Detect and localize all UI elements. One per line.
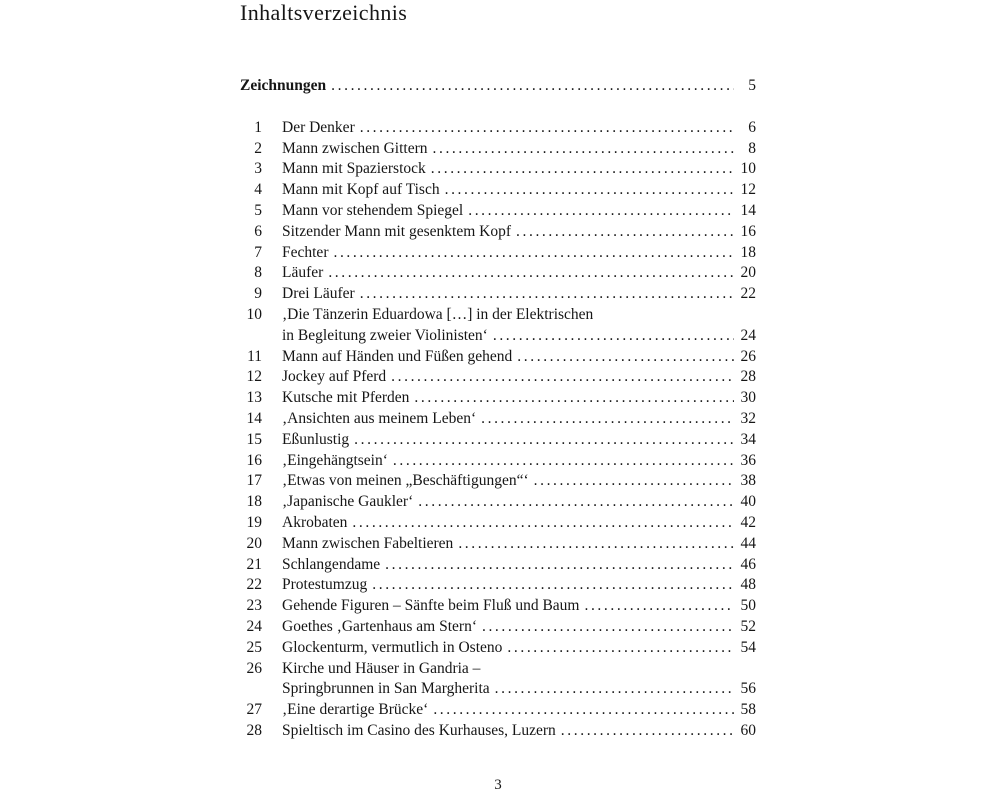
entry-body [282, 243, 756, 264]
entry-page: 36 [740, 451, 756, 469]
entry-number: 28 [246, 721, 262, 739]
dot-leader [495, 679, 734, 700]
entry-page: 22 [740, 285, 756, 303]
toc-entry [240, 555, 756, 576]
entry-title: Mann mit Spazierstock [282, 160, 426, 178]
toc-content [240, 0, 756, 742]
entry-title: ‚Eine derartige Brücke‘ [282, 701, 429, 719]
entry-page: 8 [748, 139, 756, 157]
entry-body [282, 513, 756, 534]
entry-number: 21 [246, 555, 262, 573]
dot-leader [414, 388, 734, 409]
toc-entry [240, 305, 756, 347]
toc-entry [240, 201, 756, 222]
toc-entry [240, 409, 756, 430]
entry-page: 6 [748, 118, 756, 136]
dot-leader [431, 159, 734, 180]
entry-body [282, 201, 756, 222]
entry-page: 42 [740, 513, 756, 531]
dot-leader [331, 76, 734, 97]
dot-leader [393, 451, 734, 472]
entry-title: Eßunlustig [282, 430, 350, 448]
section-label: Zeichnungen [240, 77, 327, 94]
toc-entry [240, 575, 756, 596]
entry-number: 10 [246, 305, 262, 323]
dot-leader [507, 638, 734, 659]
entry-body [282, 284, 756, 305]
entry-number: 24 [246, 617, 262, 635]
entry-body [282, 575, 756, 596]
entry-title: Protestumzug [282, 576, 368, 594]
entry-body [282, 409, 756, 430]
entry-page: 44 [740, 534, 756, 552]
dot-leader [391, 367, 734, 388]
toc-entry [240, 222, 756, 243]
entry-body [282, 263, 756, 284]
entry-title: Mann vor stehendem Spiegel [282, 201, 464, 219]
page-title: Inhaltsverzeichnis [240, 0, 408, 25]
dot-leader [534, 471, 734, 492]
toc-entry [240, 700, 756, 721]
entry-number: 6 [254, 222, 262, 240]
entry-title: Akrobaten [282, 513, 348, 531]
entry-body [282, 222, 756, 243]
entry-number: 13 [246, 389, 262, 407]
entry-body [282, 534, 756, 555]
entry-page: 50 [740, 597, 756, 615]
entry-title: Goethes ‚Gartenhaus am Stern‘ [282, 617, 477, 635]
entry-title: in Begleitung zweier Violinisten‘ [282, 326, 488, 344]
toc-entry [240, 263, 756, 284]
entry-number: 2 [254, 139, 262, 157]
toc-entry [240, 451, 756, 472]
entry-title: Springbrunnen in San Margherita [282, 680, 490, 698]
entry-page: 48 [740, 576, 756, 594]
page-number: 3 [494, 777, 502, 793]
entry-page: 54 [740, 638, 756, 656]
entry-page: 26 [740, 347, 756, 365]
toc-entry [240, 180, 756, 201]
entry-number: 14 [246, 409, 262, 427]
entry-page: 14 [740, 201, 756, 219]
entry-number: 8 [254, 264, 262, 282]
dot-leader [493, 326, 734, 347]
dot-leader [352, 513, 734, 534]
entry-body [282, 700, 756, 721]
dot-leader [328, 263, 734, 284]
dot-leader [385, 555, 734, 576]
entry-number: 18 [246, 493, 262, 511]
toc-entry [240, 617, 756, 638]
entry-title: Fechter [282, 243, 329, 261]
entry-number: 4 [254, 181, 262, 199]
dot-leader [433, 139, 735, 160]
toc-entry [240, 659, 756, 701]
entry-number: 5 [254, 201, 262, 219]
toc-entry [240, 139, 756, 160]
entry-title: ‚Ansichten aus meinem Leben‘ [282, 409, 477, 427]
entry-page: 40 [740, 493, 756, 511]
entry-body [282, 388, 756, 409]
entry-title: Sitzender Mann mit gesenktem Kopf [282, 222, 512, 240]
toc-entry [240, 430, 756, 451]
entry-title: Jockey auf Pferd [282, 368, 387, 386]
entry-page: 56 [740, 680, 756, 698]
entry-number: 23 [246, 597, 262, 615]
entry-title: ‚Die Tänzerin Eduardowa […] in der Elektrischen [282, 305, 594, 323]
entry-body [282, 347, 756, 368]
entry-body [282, 617, 756, 638]
entry-page: 46 [740, 555, 756, 573]
entry-title: Mann auf Händen und Füßen gehend [282, 347, 513, 365]
entry-number: 20 [246, 534, 262, 552]
entry-page: 28 [740, 368, 756, 386]
entry-page: 20 [740, 264, 756, 282]
entry-number: 15 [246, 430, 262, 448]
entry-number: 12 [246, 368, 262, 386]
entry-title: ‚Eingehängtsein‘ [282, 451, 388, 469]
entry-title: Gehende Figuren – Sänfte beim Fluß und Baum [282, 597, 580, 615]
entry-page: 32 [740, 409, 756, 427]
entry-page: 34 [740, 430, 756, 448]
entry-number: 7 [254, 243, 262, 261]
entry-title: Kutsche mit Pferden [282, 389, 410, 407]
entry-body [282, 367, 756, 388]
entry-number: 26 [246, 659, 262, 677]
entry-body [282, 471, 756, 492]
dot-leader [433, 700, 734, 721]
dot-leader [360, 284, 734, 305]
entry-number: 22 [246, 576, 262, 594]
entry-title: Spieltisch im Casino des Kurhauses, Luzern [282, 721, 556, 739]
toc-entry [240, 284, 756, 305]
dot-leader [458, 534, 734, 555]
toc-entry [240, 118, 756, 139]
dot-leader [372, 575, 734, 596]
entry-body [282, 430, 756, 451]
dot-leader [584, 596, 734, 617]
entry-number: 27 [246, 701, 262, 719]
toc-entry [240, 513, 756, 534]
dot-leader [561, 721, 734, 742]
entry-title: Mann zwischen Fabeltieren [282, 534, 454, 552]
entry-page: 52 [740, 617, 756, 635]
entry-number: 19 [246, 513, 262, 531]
entry-number: 11 [247, 347, 262, 365]
entry-body [282, 139, 756, 160]
dot-leader [445, 180, 734, 201]
entry-title: Glockenturm, vermutlich in Osteno [282, 638, 503, 656]
toc-entry [240, 367, 756, 388]
entry-body [282, 159, 756, 180]
entry-page: 58 [740, 701, 756, 719]
toc-section-row [240, 76, 756, 97]
toc-entry [240, 159, 756, 180]
section-page: 5 [748, 77, 756, 94]
entry-page: 30 [740, 389, 756, 407]
entry-title: Mann mit Kopf auf Tisch [282, 181, 440, 199]
entry-number: 16 [246, 451, 262, 469]
entry-body [282, 180, 756, 201]
entry-title: Kirche und Häuser in Gandria – [282, 659, 481, 677]
entry-number: 25 [246, 638, 262, 656]
entry-body [282, 638, 756, 659]
toc-entry [240, 347, 756, 368]
entry-page: 12 [740, 181, 756, 199]
entry-number: 9 [254, 285, 262, 303]
toc-entry [240, 492, 756, 513]
toc-entry [240, 243, 756, 264]
entry-page: 16 [740, 222, 756, 240]
entry-title: Mann zwischen Gittern [282, 139, 428, 157]
entry-body [282, 451, 756, 472]
entry-body [282, 118, 756, 139]
dot-leader [354, 430, 734, 451]
toc-entry [240, 721, 756, 742]
entry-body [282, 555, 756, 576]
toc-list [240, 118, 756, 742]
entry-title: ‚Etwas von meinen „Beschäftigungen“‘ [282, 472, 529, 490]
entry-page: 18 [740, 243, 756, 261]
dot-leader [482, 617, 734, 638]
entry-body [282, 492, 756, 513]
toc-entry [240, 534, 756, 555]
entry-number: 3 [254, 160, 262, 178]
entry-title: ‚Japanische Gaukler‘ [282, 493, 414, 511]
dot-leader [517, 347, 734, 368]
entry-body [282, 305, 756, 347]
entry-number: 1 [254, 118, 262, 136]
toc-entry [240, 388, 756, 409]
entry-body [282, 659, 756, 701]
entry-body [282, 596, 756, 617]
entry-page: 38 [740, 472, 756, 490]
toc-entry [240, 596, 756, 617]
dot-leader [481, 409, 734, 430]
entry-title: Drei Läufer [282, 285, 355, 303]
entry-page: 60 [740, 721, 756, 739]
entry-title: Schlangendame [282, 555, 381, 573]
entry-page: 10 [740, 160, 756, 178]
dot-leader [360, 118, 734, 139]
entry-page: 24 [740, 326, 756, 344]
toc-entry [240, 638, 756, 659]
entry-body [282, 721, 756, 742]
dot-leader [333, 243, 734, 264]
dot-leader [468, 201, 734, 222]
entry-title: Der Denker [282, 118, 355, 136]
toc-entry [240, 471, 756, 492]
entry-title: Läufer [282, 264, 324, 282]
dot-leader [516, 222, 734, 243]
dot-leader [418, 492, 734, 513]
entry-number: 17 [246, 472, 262, 490]
